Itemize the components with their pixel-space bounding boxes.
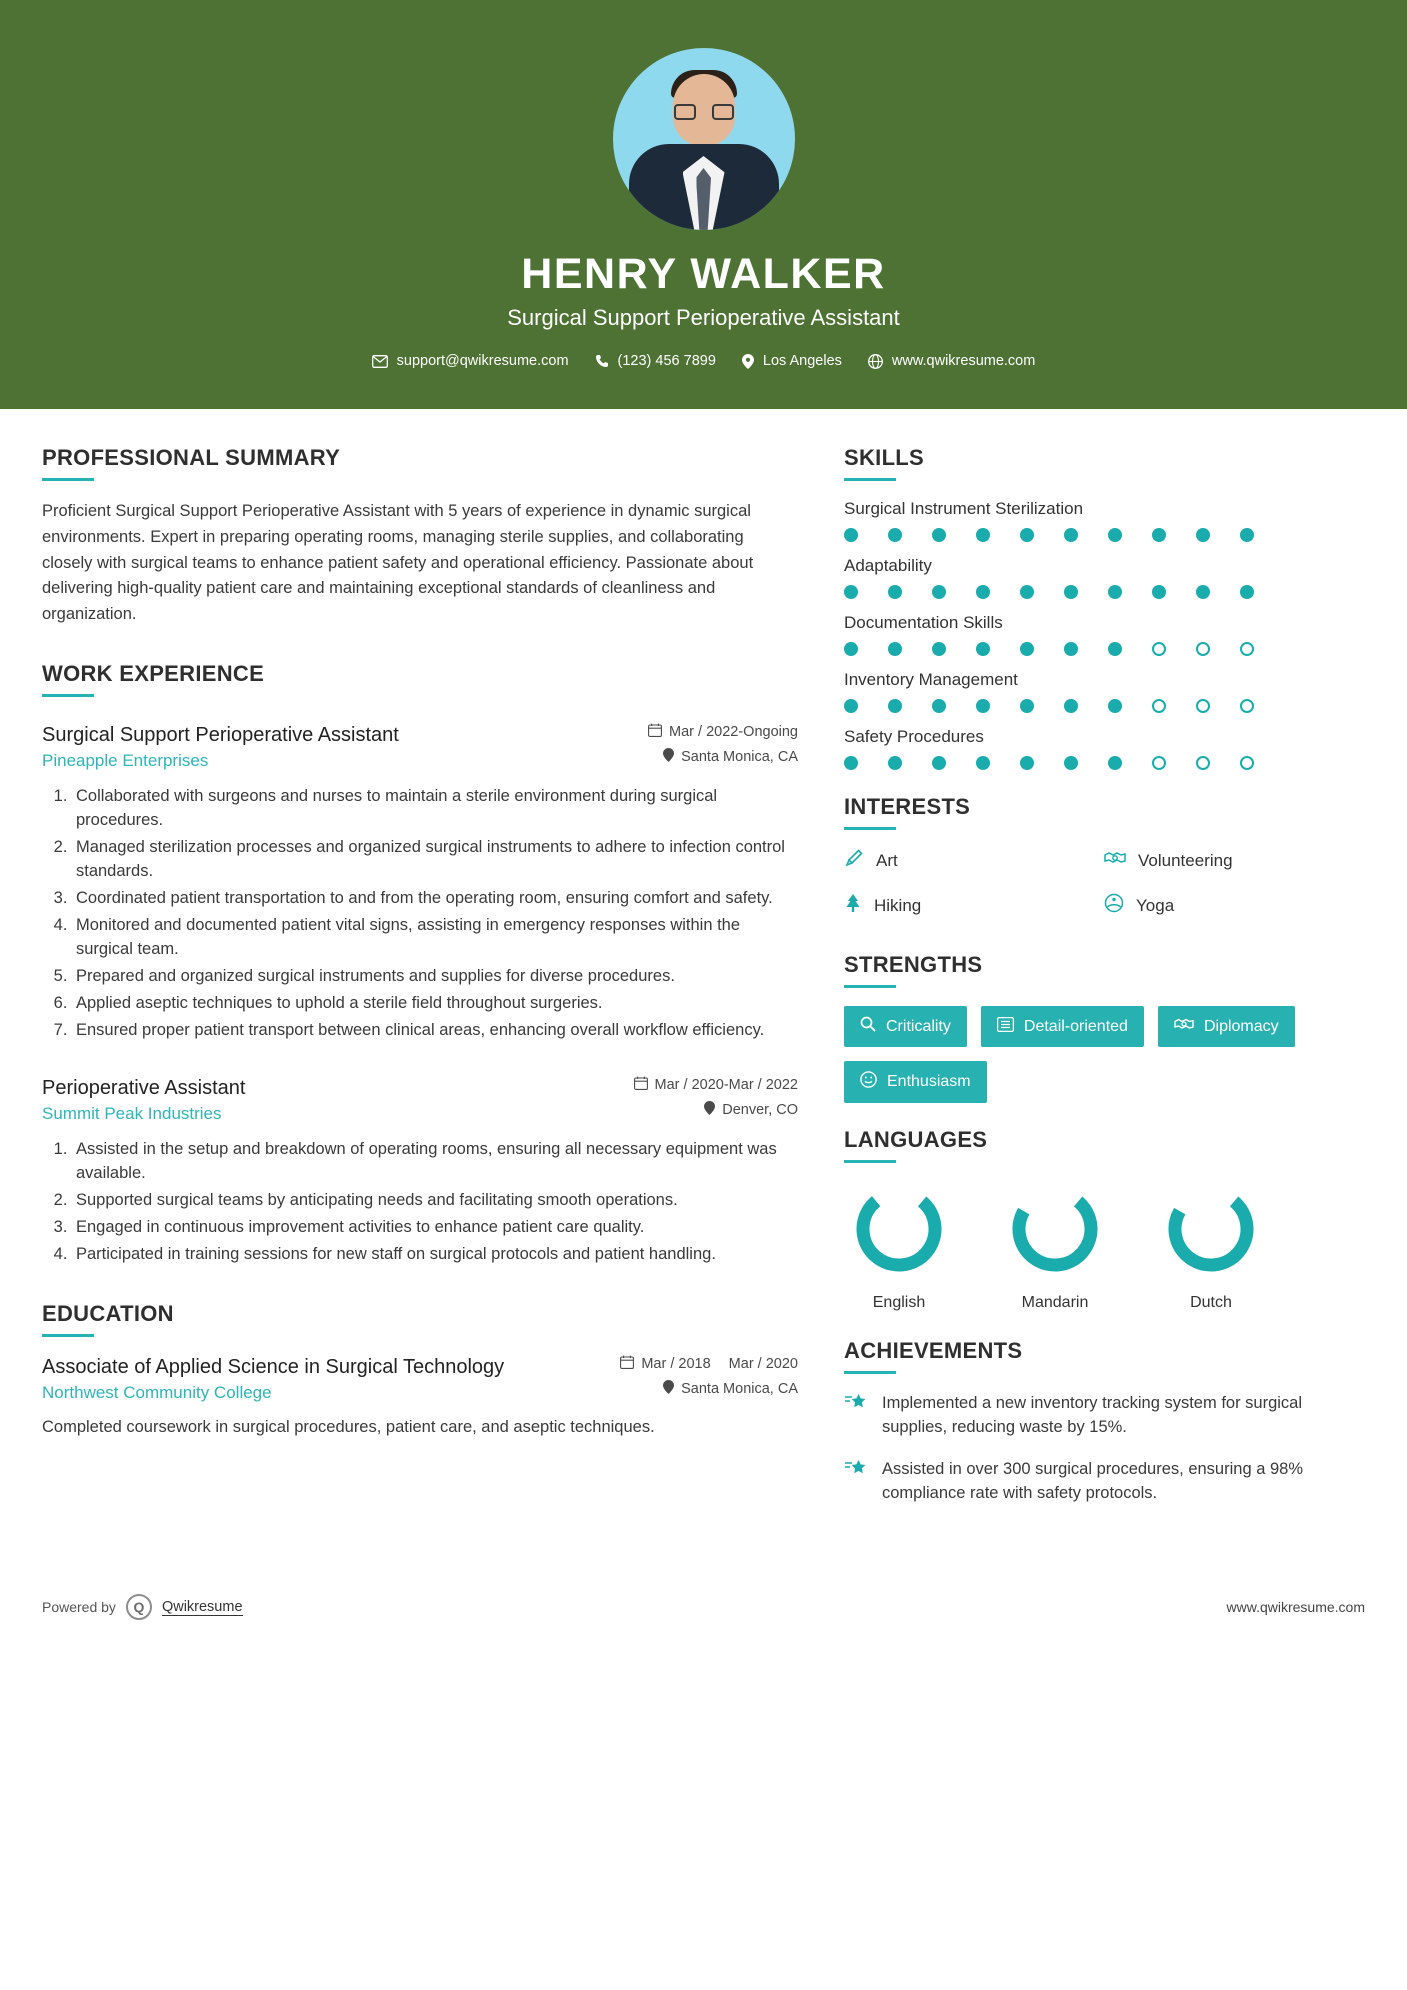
calendar-icon [648, 723, 662, 741]
section-strengths [844, 952, 1364, 1103]
strength-label: Diplomacy [1203, 1017, 1279, 1035]
strength-chip [1158, 1006, 1295, 1047]
contact-bar [0, 353, 1407, 369]
skill-row [844, 613, 1364, 656]
language-progress-ring [851, 1181, 947, 1277]
badge-star-icon [844, 1392, 868, 1440]
list-icon [997, 1017, 1014, 1037]
strength-label: Enthusiasm [887, 1073, 971, 1091]
language-label: Mandarin [1021, 1294, 1089, 1312]
strength-chip [844, 1061, 987, 1103]
contact-phone[interactable] [595, 353, 716, 369]
job-dates-row [648, 723, 798, 741]
skills-heading: SKILLS [844, 445, 925, 471]
section-rule [844, 1160, 896, 1163]
list-item: 1. Assisted in the setup and breakdown of operating rooms, ensuring all necessary equipment was available. [72, 1138, 798, 1186]
globe-icon [868, 354, 883, 369]
job-bullets [42, 1138, 798, 1267]
avatar [613, 48, 795, 230]
qwikresume-brand[interactable]: Qwikresume [161, 1598, 243, 1615]
skill-label: Adaptability [844, 556, 932, 576]
contact-email-text: support@qwikresume.com [396, 353, 569, 370]
section-interests [844, 794, 1364, 938]
education-school: Northwest Community College [42, 1383, 272, 1403]
language-label: English [872, 1294, 926, 1312]
list-item: 1. Collaborated with surgeons and nurses to maintain a sterile environment during surgical procedures. [72, 785, 798, 833]
strength-chip [981, 1006, 1144, 1047]
skill-rating [844, 642, 1364, 656]
resume-body [0, 409, 1407, 1524]
list-item: 5. Prepared and organized surgical instruments and supplies for diverse procedures. [72, 965, 798, 989]
education-date-start: Mar / 2018 [641, 1356, 711, 1373]
candidate-role: Surgical Support Perioperative Assistant [507, 305, 900, 331]
contact-location-text: Los Angeles [762, 353, 842, 370]
job-company: Pineapple Enterprises [42, 751, 209, 771]
contact-phone-text: (123) 456 7899 [617, 353, 716, 370]
education-heading: EDUCATION [42, 1301, 174, 1327]
language-item [1000, 1181, 1110, 1312]
achievement-text: Implemented a new inventory tracking system for surgical supplies, reducing waste by 15%. [882, 1394, 1303, 1437]
section-rule [844, 985, 896, 988]
mail-icon [372, 355, 388, 368]
badge-star-icon [844, 1458, 868, 1506]
footer-website[interactable]: www.qwikresume.com [1226, 1599, 1365, 1616]
contact-website[interactable] [868, 353, 1035, 369]
job-dates: Mar / 2022-Ongoing [669, 724, 798, 741]
achievement-text: Assisted in over 300 surgical procedures, ensuring a 98% compliance rate with safety protocols. [882, 1460, 1303, 1503]
language-item [844, 1181, 954, 1312]
powered-by [42, 1594, 243, 1620]
language-item [1156, 1181, 1266, 1312]
education-date-end: Mar / 2020 [728, 1356, 798, 1373]
language-progress-ring [1007, 1181, 1103, 1277]
education-location-row [620, 1380, 798, 1398]
list-item: 3. Engaged in continuous improvement activities to enhance patient care quality. [72, 1216, 798, 1240]
job-bullets [42, 785, 798, 1042]
job-title: Perioperative Assistant [42, 1077, 246, 1100]
skill-rating [844, 528, 1364, 542]
job-company: Summit Peak Industries [42, 1104, 222, 1124]
section-rule [844, 478, 896, 481]
resume-header [0, 0, 1407, 409]
language-label: Dutch [1190, 1294, 1232, 1312]
location-pin-icon [742, 354, 754, 369]
section-professional-summary [42, 445, 798, 627]
list-item: 2. Supported surgical teams by anticipating needs and facilitating smooth operations. [72, 1189, 798, 1213]
list-item: 7. Ensured proper patient transport between clinical areas, enhancing overall workflow efficiency. [72, 1019, 798, 1043]
achievement-item [844, 1458, 1364, 1506]
section-rule [844, 1371, 896, 1374]
job-title: Surgical Support Perioperative Assistant [42, 724, 399, 747]
list-item: 6. Applied aseptic techniques to uphold a sterile field throughout surgeries. [72, 992, 798, 1016]
interests-heading: INTERESTS [844, 794, 971, 820]
magnifier-icon [860, 1016, 876, 1037]
interest-label: Volunteering [1138, 850, 1233, 870]
interest-label: Art [876, 850, 898, 870]
strength-label: Criticality [886, 1017, 951, 1035]
right-column [844, 445, 1364, 1524]
interest-item [844, 893, 1104, 918]
phone-icon [595, 354, 609, 368]
education-degree: Associate of Applied Science in Surgical Technology [42, 1356, 505, 1379]
paintbrush-icon [844, 848, 864, 873]
skill-row [844, 499, 1364, 542]
list-item: 4. Participated in training sessions for new staff on surgical protocols and patient handling. [72, 1243, 798, 1267]
job-dates: Mar / 2020-Mar / 2022 [654, 1077, 798, 1094]
section-education [42, 1301, 798, 1440]
summary-text: Proficient Surgical Support Perioperative Assistant with 5 years of experience in dynamic surgical environments. Expert in preparing operating rooms, managing sterile supplies, and collaborating closely with surgical teams to enhance patient safety and operational efficiency. Passionate about delivering high-quality patient care and maintaining exceptional standards of cleanliness and organization. [42, 502, 754, 623]
job-dates-row [634, 1076, 798, 1094]
skill-row [844, 727, 1364, 770]
calendar-icon [634, 1076, 648, 1094]
section-rule [844, 827, 896, 830]
left-column [42, 445, 798, 1524]
tree-icon [844, 893, 862, 918]
list-item: 3. Coordinated patient transportation to and from the operating room, ensuring comfort and safety. [72, 887, 798, 911]
contact-location[interactable] [742, 353, 842, 369]
interest-label: Hiking [874, 895, 922, 915]
skill-label: Surgical Instrument Sterilization [844, 499, 1084, 519]
achievement-item [844, 1392, 1364, 1440]
avatar-glasses [674, 104, 734, 120]
list-item: 4. Monitored and documented patient vital signs, assisting in emergency responses within the surgical team. [72, 914, 798, 962]
section-languages [844, 1127, 1364, 1312]
section-work-experience [42, 661, 798, 1267]
yoga-icon [1104, 893, 1124, 918]
section-achievements [844, 1338, 1364, 1506]
work-heading: WORK EXPERIENCE [42, 661, 265, 687]
skill-rating [844, 585, 1364, 599]
job-location: Santa Monica, CA [681, 749, 798, 766]
job-entry [42, 723, 798, 1042]
languages-heading: LANGUAGES [844, 1127, 988, 1153]
interest-item [1104, 893, 1364, 918]
skill-row [844, 556, 1364, 599]
interest-item [844, 848, 1104, 873]
section-rule [42, 478, 94, 481]
section-rule [42, 1334, 94, 1337]
handshake-icon [1104, 849, 1126, 872]
location-pin-icon [704, 1101, 715, 1119]
contact-website-text: www.qwikresume.com [891, 353, 1036, 370]
language-progress-ring [1163, 1181, 1259, 1277]
education-location: Santa Monica, CA [681, 1381, 798, 1398]
job-location: Denver, CO [722, 1102, 798, 1119]
strength-chip [844, 1006, 967, 1047]
qwikresume-logo-icon: Q [126, 1594, 152, 1620]
skill-label: Inventory Management [844, 670, 1018, 690]
summary-heading: PROFESSIONAL SUMMARY [42, 445, 341, 471]
resume-footer [0, 1564, 1407, 1646]
job-entry [42, 1076, 798, 1267]
strength-label: Detail-oriented [1023, 1017, 1128, 1035]
calendar-icon [620, 1355, 634, 1373]
candidate-name: HENRY WALKER [521, 250, 886, 298]
skill-rating [844, 756, 1364, 770]
smiley-icon [860, 1071, 877, 1093]
job-location-row [648, 748, 798, 766]
interest-item [1104, 848, 1364, 873]
skill-row [844, 670, 1364, 713]
section-skills [844, 445, 1364, 770]
education-description: Completed coursework in surgical procedures, patient care, and aseptic techniques. [42, 1418, 655, 1437]
skill-label: Documentation Skills [844, 613, 1003, 633]
location-pin-icon [663, 748, 674, 766]
list-item: 2. Managed sterilization processes and organized surgical instruments to adhere to infection control standards. [72, 836, 798, 884]
achievements-heading: ACHIEVEMENTS [844, 1338, 1023, 1364]
interest-label: Yoga [1136, 895, 1175, 915]
skill-rating [844, 699, 1364, 713]
strengths-heading: STRENGTHS [844, 952, 983, 978]
contact-email[interactable] [372, 353, 569, 369]
section-rule [42, 694, 94, 697]
handshake-icon [1174, 1016, 1194, 1037]
education-dates-row [620, 1355, 798, 1373]
powered-by-label: Powered by [42, 1599, 116, 1616]
skill-label: Safety Procedures [844, 727, 984, 747]
location-pin-icon [663, 1380, 674, 1398]
job-location-row [634, 1101, 798, 1119]
